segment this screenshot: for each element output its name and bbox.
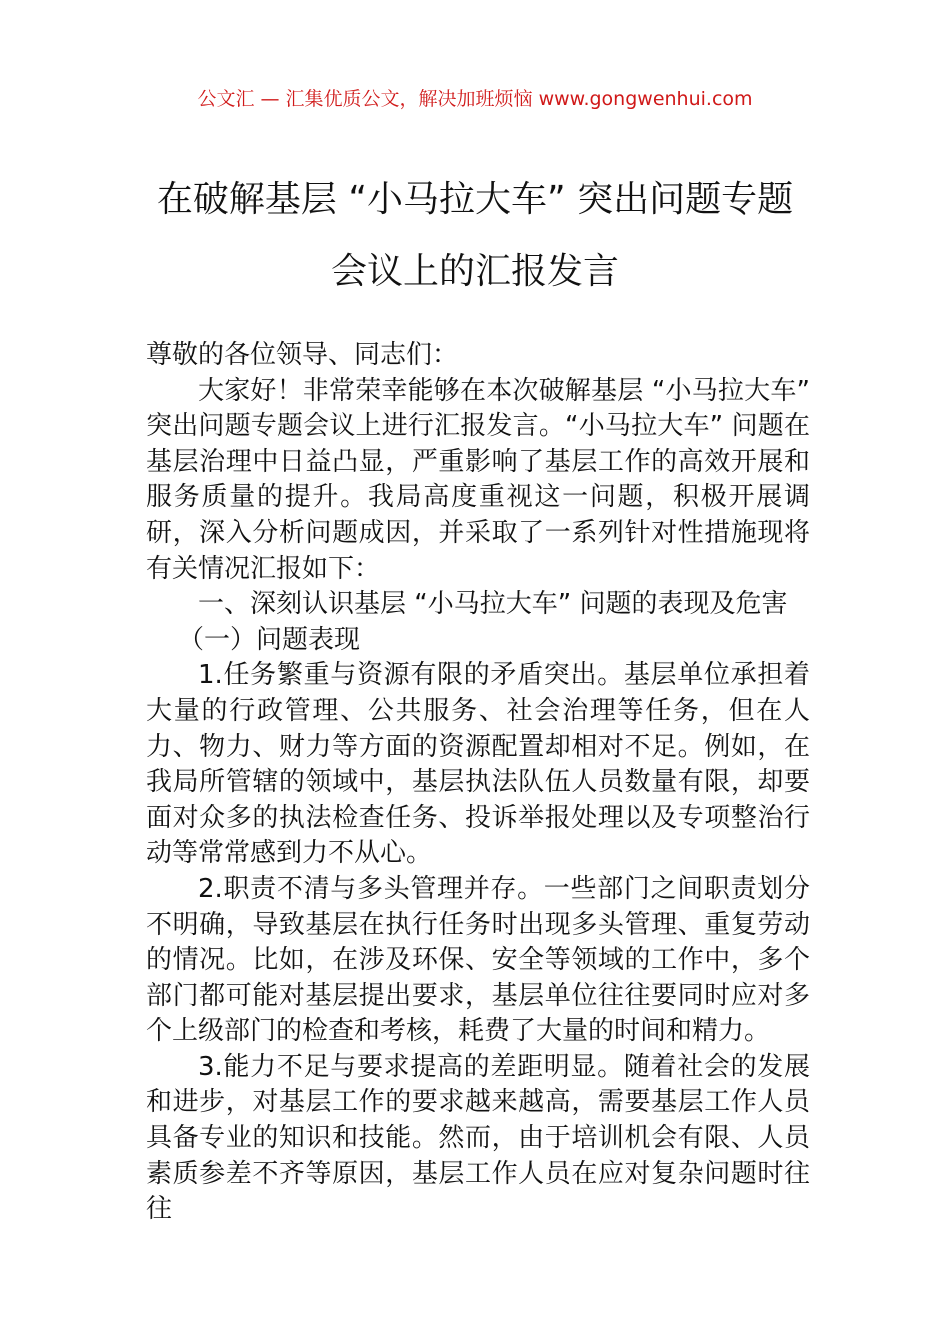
- document-title-line-2: 会议上的汇报发言: [330, 251, 619, 292]
- section-heading: 一、深刻认识基层 “小马拉大车” 问题的表现及危害: [198, 589, 788, 620]
- document-title-line-1: 在破解基层 “小马拉大车” 突出问题专题: [156, 179, 794, 220]
- subsection-heading: （一）问题表现: [178, 624, 361, 655]
- document-body: [146, 338, 810, 1228]
- intro-paragraph: 大家好！非常荣幸能够在本次破解基层 “小马拉大车” 突出问题专题会议上进行汇报发言。“小马拉大车” 问题在基层治理中日益凸显，严重影响了基层工作的高效开展和服务质量的提升。我局高度重视这一问题，积极开展调研，深入分析问题成因，并采取了一系列针对性措施现将有关情况汇报如下：: [146, 375, 810, 584]
- list-item-2: 2.职责不清与多头管理并存。一些部门之间职责划分不明确，导致基层在执行任务时出现多头管理、重复劳动的情况。比如，在涉及环保、安全等领域的工作中，多个部门都可能对基层提出要求，基层单位往往要同时应对多个上级部门的检查和考核，耗费了大量的时间和精力。: [146, 873, 810, 1047]
- salutation: 尊敬的各位领导、同志们：: [146, 340, 459, 370]
- list-item-1: 1.任务繁重与资源有限的矛盾突出。基层单位承担着大量的行政管理、公共服务、社会治理等任务，但在人力、物力、财力等方面的资源配置却相对不足。例如，在我局所管辖的领域中，基层执法队伍人员数量有限，却要面对众多的执法检查任务、投诉举报处理以及专项整治行动等常常感到力不从心。: [146, 660, 810, 869]
- watermark-header: 公文汇 — 汇集优质公文，解决加班烦恼 www.gongwenhui.com: [197, 88, 753, 110]
- list-item-3: 3.能力不足与要求提高的差距明显。随着社会的发展和进步，对基层工作的要求越来越高，需要基层工作人员具备专业的知识和技能。然而，由于培训机会有限、人员素质参差不齐等原因，基层工作人员在应对复杂问题时往往: [146, 1051, 810, 1225]
